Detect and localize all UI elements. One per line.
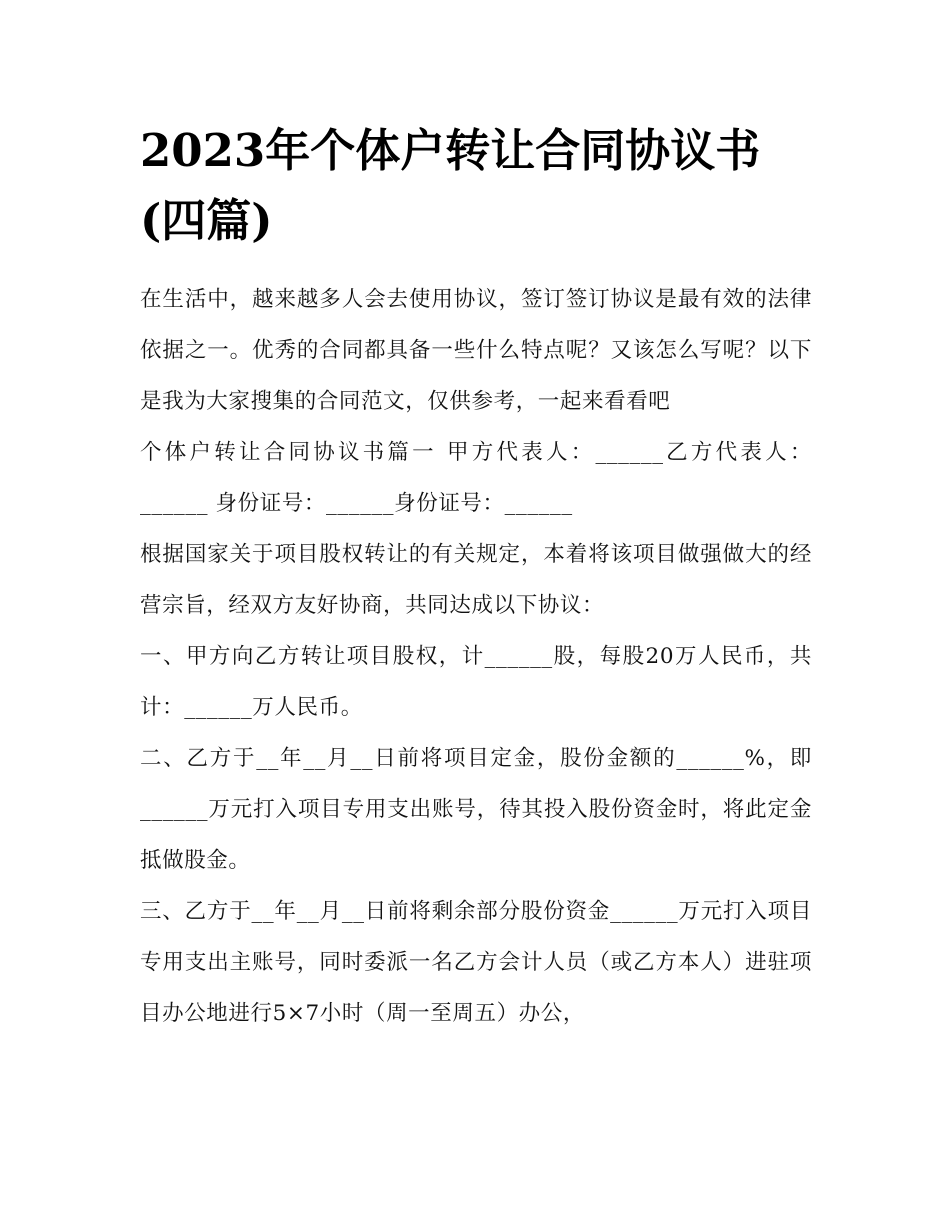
clause-1-paragraph: 一、甲方向乙方转让项目股权，计______股，每股20万人民币，共计：______万人民币。 [140,643,812,720]
clause-2-paragraph: 二、乙方于__年__月__日前将项目定金，股份金额的______%，即______万元打入项目专用支出账号，待其投入股份资金时，将此定金抵做股金。 [140,745,812,873]
intro-paragraph: 在生活中，越来越多人会去使用协议，签订签订协议是最有效的法律依据之一。优秀的合同都具备一些什么特点呢？又该怎么写呢？以下是我为大家搜集的合同范文，仅供参考，一起来看看吧 [140,286,812,414]
document-body [140,274,812,1039]
parties-paragraph: 个体户转让合同协议书篇一 甲方代表人：______乙方代表人：______ 身份证号：______身份证号：______ [140,439,812,516]
preamble-paragraph: 根据国家关于项目股权转让的有关规定，本着将该项目做强做大的经营宗旨，经双方友好协商，共同达成以下协议： [140,541,812,618]
document-page [140,0,812,1039]
clause-3-paragraph: 三、乙方于__年__月__日前将剩余部分股份资金______万元打入项目专用支出主账号，同时委派一名乙方会计人员（或乙方本人）进驻项目办公地进行5×7小时（周一至周五）办公， [140,898,812,1026]
document-title: 2023年个体户转让合同协议书(四篇) [140,124,761,247]
